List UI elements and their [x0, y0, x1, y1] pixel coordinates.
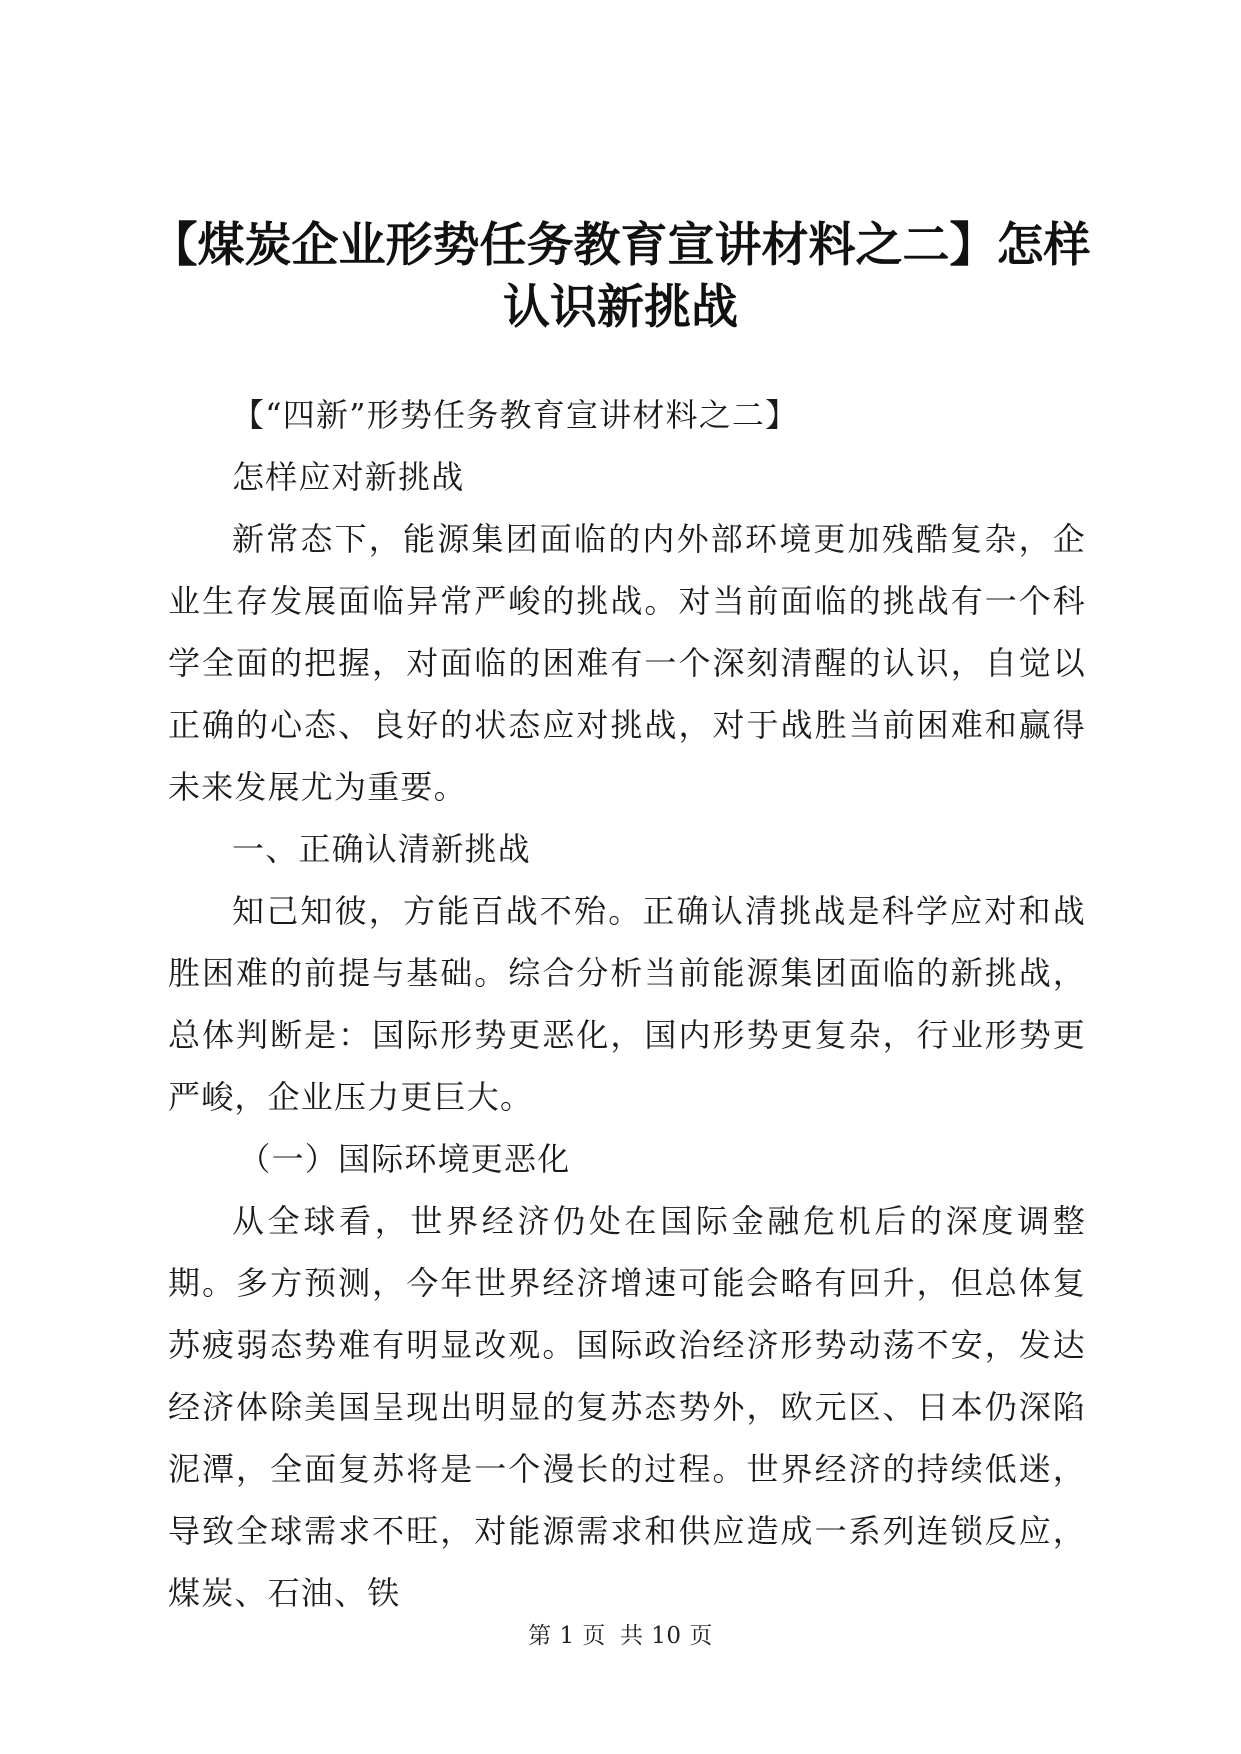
- page-total: 共 10 页: [619, 1623, 713, 1649]
- subtitle: 【“四新”形势任务教育宣讲材料之二】: [232, 396, 799, 434]
- document-title: [150, 215, 1091, 339]
- paragraph-intro: 新常态下，能源集团面临的内外部环境更加残酷复杂，企业生存发展面临异常严峻的挑战。对当前面临的挑战有一个科学全面的把握，对面临的困难有一个深刻清醒的认识，自觉以正确的心态、良好的状态应对挑战，对于战胜当前困难和赢得未来发展尤为重要。: [168, 520, 1086, 806]
- page-footer: [0, 1617, 1241, 1650]
- title-line-2: 认识新挑战: [503, 280, 738, 335]
- paragraph-international: 从全球看，世界经济仍处在国际金融危机后的深度调整期。多方预测，今年世界经济增速可能会略有回升，但总体复苏疲弱态势难有明显改观。国际政治经济形势动荡不安，发达经济体除美国呈现出明显的复苏态势外，欧元区、日本仍深陷泥潭，全面复苏将是一个漫长的过程。世界经济的持续低迷，导致全球需求不旺，对能源需求和供应造成一系列连锁反应，煤炭、石油、铁: [168, 1202, 1086, 1612]
- section-heading: 怎样应对新挑战: [232, 458, 465, 496]
- page-number: 第 1 页: [528, 1623, 606, 1649]
- title-line-1: 【煤炭企业形势任务教育宣讲材料之二】怎样: [150, 218, 1091, 273]
- subsection-heading-1: （一）国际环境更恶化: [238, 1140, 571, 1178]
- document-body: [168, 384, 1086, 1624]
- paragraph-overview: 知己知彼，方能百战不殆。正确认清挑战是科学应对和战胜困难的前提与基础。综合分析当前能源集团面临的新挑战，总体判断是：国际形势更恶化，国内形势更复杂，行业形势更严峻，企业压力更巨大。: [168, 892, 1086, 1116]
- section-heading-1: 一、正确认清新挑战: [232, 830, 531, 868]
